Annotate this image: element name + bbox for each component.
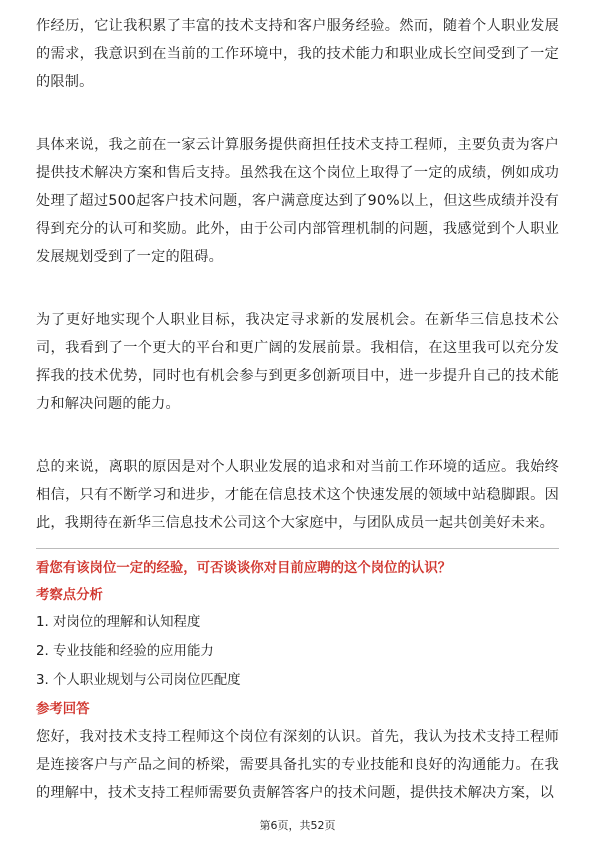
paragraph-4: 总的来说，离职的原因是对个人职业发展的追求和对当前工作环境的适应。我始终相信，只有不断学习和进步，才能在信息技术这个快速发展的领域中站稳脚跟。因此，我期待在新华三信息技术公司这个大家庭中，与团队成员一起共创美好未来。 <box>36 459 559 531</box>
document-page <box>36 12 559 807</box>
paragraph-gap <box>36 96 559 131</box>
interview-question: 看您有该岗位一定的经验，可否谈谈你对目前应聘的这个岗位的认识？ <box>36 561 452 576</box>
paragraph-2: 具体来说，我之前在一家云计算服务提供商担任技术支持工程师，主要负责为客户提供技术解决方案和售后支持。虽然我在这个岗位上取得了一定的成绩，例如成功处理了超过500起客户技术问题，客户满意度达到了90%以上，但这些成绩并没有得到充分的认可和奖励。此外，由于公司内部管理机制的问题，我感觉到个人职业发展规划受到了一定的阻碍。 <box>36 137 559 265</box>
analysis-list <box>36 608 559 695</box>
answer-text: 您好，我对技术支持工程师这个岗位有深刻的认识。首先，我认为技术支持工程师是连接客户与产品之间的桥梁，需要具备扎实的专业技能和良好的沟通能力。在我的理解中，技术支持工程师需要负责解答客户的技术问题，提供技术解决方案，以 <box>36 729 559 801</box>
paragraph-gap <box>36 271 559 306</box>
section-divider <box>36 548 559 549</box>
page-number: 第6页，共52页 <box>259 819 336 832</box>
paragraph-gap <box>36 418 559 453</box>
answer-title: 参考回答 <box>36 702 90 717</box>
list-item: 1. 对岗位的理解和认知程度 <box>36 615 201 630</box>
paragraph-1: 作经历，它让我积累了丰富的技术支持和客户服务经验。然而，随着个人职业发展的需求，我意识到在当前的工作环境中，我的技术能力和职业成长空间受到了一定的限制。 <box>36 18 559 90</box>
list-item: 3. 个人职业规划与公司岗位匹配度 <box>36 673 241 688</box>
analysis-title: 考察点分析 <box>36 588 103 603</box>
paragraph-3: 为了更好地实现个人职业目标，我决定寻求新的发展机会。在新华三信息技术公司，我看到了一个更大的平台和更广阔的发展前景。我相信，在这里我可以充分发挥我的技术优势，同时也有机会参与到更多创新项目中，进一步提升自己的技术能力和解决问题的能力。 <box>36 312 559 412</box>
list-item: 2. 专业技能和经验的应用能力 <box>36 644 214 659</box>
